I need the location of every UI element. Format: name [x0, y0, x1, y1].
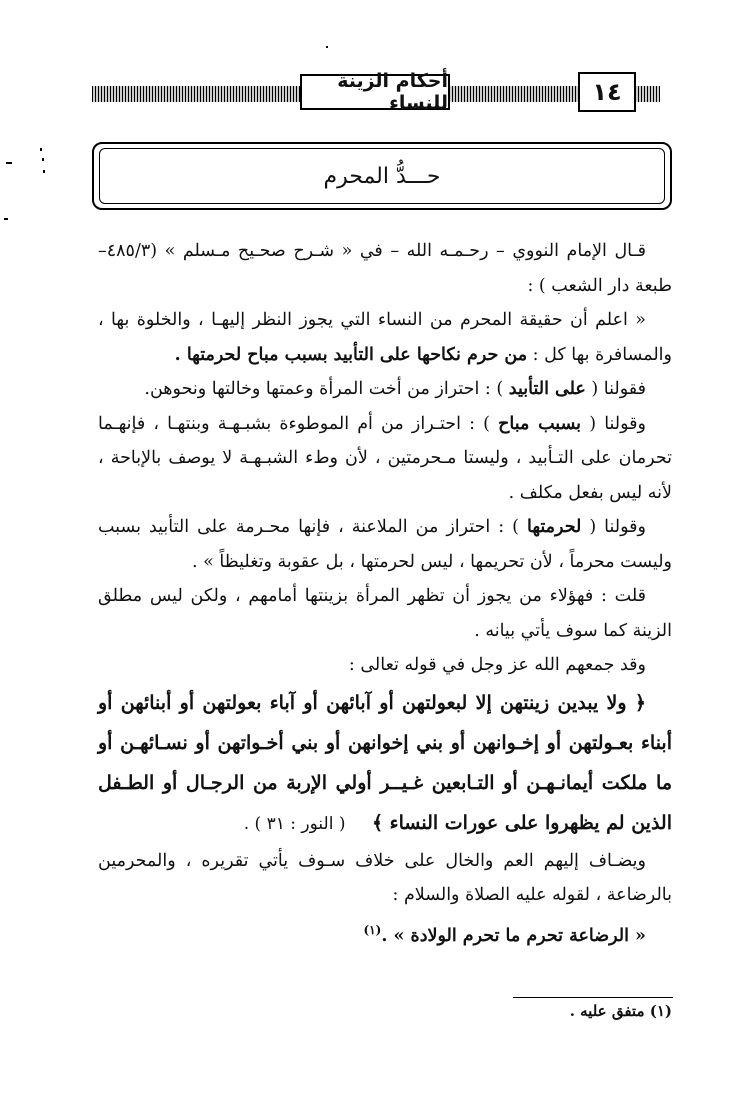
- paragraph-li-hurmatiha: [98, 510, 672, 579]
- term-bold: لحرمتها: [527, 517, 582, 537]
- hadith-quote: [98, 913, 672, 953]
- quran-reference: ( النور : ٣١ ) .: [243, 813, 346, 834]
- footnote-marker: (١): [363, 922, 382, 937]
- page-number: ١٤: [578, 72, 636, 112]
- term-bold: بسبب مباح: [498, 413, 582, 434]
- scan-mark: [42, 158, 44, 161]
- scan-mark: [6, 162, 12, 164]
- text-fragment: ) : احتراز من أخت المرأة وعمتها وخالتها ونحوهن.: [144, 379, 509, 399]
- footnote-separator: [513, 997, 673, 998]
- scan-mark: [43, 170, 45, 173]
- definition-bold: من حرم نكاحها على التأبيد بسبب مباح لحرمتها .: [174, 344, 528, 365]
- definition-text: « اعلم أن حقيقة المحرم من النساء التي يجوز النظر إليهـا ، والخلوة بها ، والمسافرة بها كل :: [98, 310, 672, 365]
- paragraph-addition: ويضـاف إليهم العم والخال على خلاف سـوف يأتي تقريره ، والمحرمين بالرضاعة ، لقوله عليه الصلاة والسلام :: [98, 850, 672, 905]
- title-frame-inner: [99, 148, 665, 204]
- paragraph-ala-tabeed: [98, 372, 672, 407]
- paragraph-verse-intro: وقد جمعهم الله عز وجل في قوله تعالى :: [348, 655, 646, 675]
- section-title: حـــدُّ المحرم: [323, 163, 441, 189]
- text-fragment: وقولنا (: [581, 413, 646, 434]
- body-text: [98, 234, 672, 953]
- hadith-text: « الرضاعة تحرم ما تحرم الولادة » .: [381, 925, 646, 946]
- paragraph-bi-sabab-mubah: [98, 407, 672, 511]
- quran-verse: [98, 683, 672, 844]
- paragraph-author-note: قلت : فهؤلاء من يجوز أن تظهر المرأة بزينتها أمامهم ، ولكن ليس مطلق الزينة كما سوف يأتي بيانه .: [98, 586, 672, 641]
- quran-verse-text: ﴿ ولا يبدين زينتهن إلا لبعولتهن أو آبائهن أو آباء بعولتهن أو أبنائهن أو أبناء بعـولتهن أو إخـوانهن أو بني إخوانهن أو بني أخـواتهن أو نسـائهـن أو ما ملكت أيمانـهـن أو التـابعين غـيــر أولي الإربة من الرجـال أو الطـفل الذين لم يظهروا على عورات النساء ﴾: [98, 691, 672, 834]
- scan-mark: [326, 46, 328, 48]
- paragraph-nawawi-quote-intro: قـال الإمام النووي – رحـمـه الله – في « شـرح صحـيح مـسلم » (٤٨٥/٣– طبعة دار الشعب ) :: [98, 241, 672, 296]
- term-bold: على التأبيد: [508, 379, 586, 399]
- text-fragment: فقولنا (: [585, 379, 646, 399]
- scan-mark: [40, 148, 42, 151]
- footnote-text: (١) متفق عليه .: [569, 1002, 672, 1020]
- text-fragment: ) : احتراز من الملاعنة ، فإنها محـرمة على التأبيد بسبب وليست محرماً ، لأن تحريمها ، ليس لحرمتها ، بل عقوبة وتغليظاً » .: [98, 517, 672, 572]
- scan-mark: [4, 218, 8, 220]
- text-fragment: ) : احتـراز من أم الموطوءة بشبـهـة وبنتهـا ، فإنهـما تحرمان على التـأبيد ، وليستا مـحرمتين ، لأن وطء الشبـهـة لا يوصف بالإباحة ، لأنه ليس بفعل مكلف .: [98, 413, 672, 503]
- text-fragment: وقولنا (: [581, 517, 646, 537]
- running-header-title: أحكام الزينة للنساء: [300, 74, 450, 110]
- paragraph-definition: [98, 303, 672, 372]
